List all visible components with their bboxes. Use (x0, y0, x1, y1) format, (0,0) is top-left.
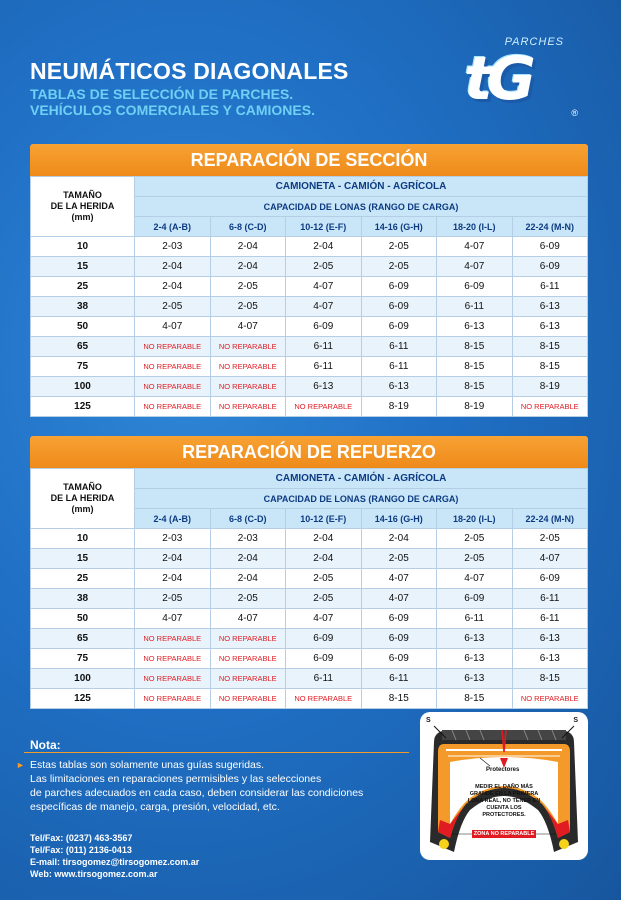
not-repairable-cell: NO REPARABLE (210, 669, 286, 689)
patch-cell: 2-04 (135, 277, 211, 297)
patch-cell: 6-09 (361, 649, 437, 669)
range-header: 14-16 (G-H) (361, 509, 437, 529)
patch-cell: 6-13 (286, 377, 362, 397)
not-repairable-cell: NO REPARABLE (286, 689, 362, 709)
tire-diagram (420, 712, 588, 860)
range-header: 6-8 (C-D) (210, 217, 286, 237)
patch-cell: 6-09 (361, 277, 437, 297)
patch-cell: 6-13 (512, 629, 588, 649)
not-repairable-cell: NO REPARABLE (135, 397, 211, 417)
patch-cell: 6-09 (286, 629, 362, 649)
seccion-table (30, 176, 588, 417)
not-repairable-cell: NO REPARABLE (210, 689, 286, 709)
patch-cell: 6-11 (286, 357, 362, 377)
patch-cell: 2-05 (286, 589, 362, 609)
patch-cell: 6-09 (361, 317, 437, 337)
patch-cell: 2-04 (210, 237, 286, 257)
brand-text: PARCHES (504, 36, 564, 48)
brand-logo (464, 36, 592, 122)
patch-cell: 6-09 (437, 589, 513, 609)
contact-web: Web: www.tirsogomez.com.ar (30, 869, 158, 879)
patch-cell: 2-04 (286, 529, 362, 549)
range-header: 2-4 (A-B) (135, 509, 211, 529)
wound-size-cell: 38 (31, 297, 135, 317)
patch-cell: 6-09 (512, 257, 588, 277)
capacity-header: CAPACIDAD DE LONAS (RANGO DE CARGA) (135, 489, 588, 509)
table-row (31, 337, 588, 357)
patch-cell: 6-13 (437, 649, 513, 669)
label-s-left: S (426, 717, 431, 724)
patch-cell: 4-07 (286, 609, 362, 629)
label-s-right: S (573, 717, 578, 724)
seccion-title: REPARACIÓN DE SECCIÓN (30, 144, 588, 176)
not-repairable-cell: NO REPARABLE (135, 357, 211, 377)
patch-cell: 6-11 (437, 297, 513, 317)
patch-cell: 6-13 (437, 629, 513, 649)
patch-cell: 8-15 (437, 357, 513, 377)
contact-phone-1: Tel/Fax: (0237) 463-3567 (30, 833, 133, 843)
wound-size-cell: 25 (31, 277, 135, 297)
refuerzo-table (30, 468, 588, 709)
patch-cell: 2-05 (361, 549, 437, 569)
not-repairable-cell: NO REPARABLE (135, 689, 211, 709)
patch-cell: 6-11 (286, 669, 362, 689)
table-row (31, 629, 588, 649)
patch-cell: 4-07 (210, 609, 286, 629)
diagram-note-line: PROTECTORES. (482, 812, 526, 818)
table-row (31, 297, 588, 317)
label-zona-no-reparable: ZONA NO REPARABLE (473, 831, 535, 837)
nota-line: específicas de manejo, carga, presión, velocidad, etc. (30, 801, 280, 813)
group-header: CAMIONETA - CAMIÓN - AGRÍCOLA (135, 469, 588, 489)
wound-size-cell: 100 (31, 669, 135, 689)
size-header-line: DE LA HERIDA (50, 201, 115, 211)
not-repairable-cell: NO REPARABLE (512, 397, 588, 417)
table-row (31, 377, 588, 397)
patch-cell: 6-13 (512, 649, 588, 669)
patch-cell: 6-11 (437, 609, 513, 629)
wound-size-cell: 125 (31, 689, 135, 709)
wound-size-cell: 50 (31, 609, 135, 629)
patch-cell: 8-19 (437, 397, 513, 417)
not-repairable-cell: NO REPARABLE (210, 377, 286, 397)
patch-cell: 4-07 (437, 237, 513, 257)
patch-cell: 6-13 (361, 377, 437, 397)
patch-cell: 8-19 (512, 377, 588, 397)
wound-size-cell: 10 (31, 529, 135, 549)
patch-cell: 2-05 (210, 297, 286, 317)
contact-info (30, 832, 199, 880)
patch-cell: 2-05 (210, 589, 286, 609)
patch-cell: 6-13 (437, 317, 513, 337)
patch-cell: 6-11 (512, 609, 588, 629)
refuerzo-section (30, 436, 588, 709)
table-row (31, 277, 588, 297)
wound-size-cell: 50 (31, 317, 135, 337)
patch-cell: 8-15 (361, 689, 437, 709)
patch-cell: 6-09 (361, 297, 437, 317)
table-row (31, 257, 588, 277)
refuerzo-table-body (31, 529, 588, 709)
patch-cell: 6-13 (437, 669, 513, 689)
patch-cell: 2-05 (135, 297, 211, 317)
patch-cell: 2-03 (135, 529, 211, 549)
group-header: CAMIONETA - CAMIÓN - AGRÍCOLA (135, 177, 588, 197)
nota-line: Estas tablas son solamente unas guías sugeridas. (30, 759, 265, 771)
wound-size-cell: 15 (31, 257, 135, 277)
patch-cell: 2-05 (286, 569, 362, 589)
nota-title: Nota: (30, 738, 61, 752)
wound-size-cell: 75 (31, 649, 135, 669)
patch-cell: 4-07 (437, 257, 513, 277)
table-row (31, 397, 588, 417)
not-repairable-cell: NO REPARABLE (210, 629, 286, 649)
table-row (31, 589, 588, 609)
wound-size-cell: 100 (31, 377, 135, 397)
not-repairable-cell: NO REPARABLE (512, 689, 588, 709)
patch-cell: 2-04 (135, 569, 211, 589)
patch-cell: 4-07 (361, 569, 437, 589)
diagram-note-line: LONA REAL, NO TENER EN (467, 798, 541, 804)
table-row (31, 317, 588, 337)
seccion-table-body (31, 237, 588, 417)
registered-icon: ® (571, 108, 578, 118)
patch-cell: 2-05 (437, 529, 513, 549)
patch-cell: 2-04 (210, 257, 286, 277)
table-row (31, 549, 588, 569)
range-header: 6-8 (C-D) (210, 509, 286, 529)
patch-cell: 8-15 (512, 337, 588, 357)
not-repairable-cell: NO REPARABLE (135, 337, 211, 357)
seccion-section (30, 144, 588, 417)
diagram-note-line: CUENTA LOS (486, 805, 522, 811)
page-title: NEUMÁTICOS DIAGONALES (30, 58, 349, 84)
patch-cell: 2-04 (210, 569, 286, 589)
table-row (31, 237, 588, 257)
patch-cell: 2-04 (361, 529, 437, 549)
arrow-bullet-icon: ► (16, 760, 25, 770)
diagram-note (462, 784, 546, 819)
label-protectores: Protectores (486, 767, 520, 773)
not-repairable-cell: NO REPARABLE (135, 629, 211, 649)
not-repairable-cell: NO REPARABLE (135, 377, 211, 397)
patch-cell: 2-03 (135, 237, 211, 257)
brand-logo-mark: tG (464, 44, 530, 114)
patch-cell: 2-04 (286, 549, 362, 569)
table-row (31, 529, 588, 549)
patch-cell: 6-09 (286, 317, 362, 337)
size-header-line: DE LA HERIDA (50, 493, 115, 503)
patch-cell: 4-07 (512, 549, 588, 569)
range-header: 2-4 (A-B) (135, 217, 211, 237)
table-row (31, 569, 588, 589)
patch-cell: 6-09 (361, 629, 437, 649)
patch-cell: 2-04 (135, 549, 211, 569)
patch-cell: 2-05 (361, 257, 437, 277)
range-header: 10-12 (E-F) (286, 217, 362, 237)
patch-cell: 2-04 (210, 549, 286, 569)
contact-phone-2: Tel/Fax: (011) 2136-0413 (30, 845, 132, 855)
wound-size-cell: 125 (31, 397, 135, 417)
patch-cell: 2-04 (135, 257, 211, 277)
wound-size-cell: 15 (31, 549, 135, 569)
not-repairable-cell: NO REPARABLE (210, 337, 286, 357)
nota-text (30, 758, 400, 814)
range-header: 14-16 (G-H) (361, 217, 437, 237)
not-repairable-cell: NO REPARABLE (210, 357, 286, 377)
page-subtitle (30, 86, 315, 118)
wound-size-cell: 65 (31, 629, 135, 649)
patch-cell: 4-07 (286, 297, 362, 317)
patch-cell: 4-07 (437, 569, 513, 589)
patch-cell: 2-05 (437, 549, 513, 569)
contact-email: E-mail: tirsogomez@tirsogomez.com.ar (30, 857, 200, 867)
wound-size-cell: 38 (31, 589, 135, 609)
not-repairable-cell: NO REPARABLE (286, 397, 362, 417)
wound-size-cell: 10 (31, 237, 135, 257)
table-row (31, 689, 588, 709)
subtitle-line-2: VEHÍCULOS COMERCIALES Y CAMIONES. (30, 102, 315, 118)
patch-cell: 6-09 (512, 237, 588, 257)
patch-cell: 6-11 (361, 357, 437, 377)
size-header-line: (mm) (71, 504, 94, 514)
patch-cell: 2-05 (210, 277, 286, 297)
patch-cell: 2-05 (286, 257, 362, 277)
table-row (31, 609, 588, 629)
not-repairable-cell: NO REPARABLE (210, 397, 286, 417)
subtitle-line-1: TABLAS DE SELECCIÓN DE PARCHES. (30, 86, 294, 102)
patch-cell: 6-11 (512, 277, 588, 297)
size-header (31, 469, 135, 529)
table-row (31, 649, 588, 669)
patch-cell: 6-09 (286, 649, 362, 669)
not-repairable-cell: NO REPARABLE (210, 649, 286, 669)
patch-cell: 8-15 (437, 337, 513, 357)
wound-size-cell: 75 (31, 357, 135, 377)
patch-cell: 6-09 (361, 609, 437, 629)
patch-cell: 4-07 (210, 317, 286, 337)
wound-size-cell: 25 (31, 569, 135, 589)
size-header (31, 177, 135, 237)
refuerzo-title: REPARACIÓN DE REFUERZO (30, 436, 588, 468)
patch-cell: 4-07 (361, 589, 437, 609)
patch-cell: 2-04 (286, 237, 362, 257)
range-header: 18-20 (I-L) (437, 509, 513, 529)
patch-cell: 6-11 (361, 669, 437, 689)
patch-cell: 8-15 (437, 377, 513, 397)
not-repairable-cell: NO REPARABLE (135, 669, 211, 689)
patch-cell: 2-03 (210, 529, 286, 549)
patch-cell: 6-13 (512, 297, 588, 317)
patch-cell: 8-19 (361, 397, 437, 417)
nota-line: de parches adecuados en cada caso, deben considerar las condiciones (30, 787, 364, 799)
wound-size-cell: 65 (31, 337, 135, 357)
not-repairable-cell: NO REPARABLE (135, 649, 211, 669)
table-row (31, 357, 588, 377)
diagram-note-line: MEDIR EL DAÑO MÁS (475, 784, 533, 790)
patch-cell: 8-15 (512, 669, 588, 689)
size-header-line: TAMAÑO (63, 482, 102, 492)
diagram-note-line: GRANDE EN LA PRIMERA (469, 791, 539, 797)
capacity-header: CAPACIDAD DE LONAS (RANGO DE CARGA) (135, 197, 588, 217)
range-header: 22-24 (M-N) (512, 509, 588, 529)
patch-cell: 6-11 (361, 337, 437, 357)
patch-cell: 6-13 (512, 317, 588, 337)
table-row (31, 669, 588, 689)
range-header: 22-24 (M-N) (512, 217, 588, 237)
patch-cell: 6-09 (512, 569, 588, 589)
nota-divider (24, 752, 409, 753)
patch-cell: 2-05 (135, 589, 211, 609)
patch-cell: 6-09 (437, 277, 513, 297)
size-header-line: TAMAÑO (63, 190, 102, 200)
patch-cell: 6-11 (286, 337, 362, 357)
patch-cell: 4-07 (135, 317, 211, 337)
range-header: 10-12 (E-F) (286, 509, 362, 529)
patch-cell: 4-07 (135, 609, 211, 629)
patch-cell: 8-15 (512, 357, 588, 377)
patch-cell: 6-11 (512, 589, 588, 609)
range-header: 18-20 (I-L) (437, 217, 513, 237)
patch-cell: 8-15 (437, 689, 513, 709)
patch-cell: 4-07 (286, 277, 362, 297)
patch-cell: 2-05 (512, 529, 588, 549)
patch-cell: 2-05 (361, 237, 437, 257)
nota-line: Las limitaciones en reparaciones permisibles y las selecciones (30, 773, 322, 785)
size-header-line: (mm) (71, 212, 94, 222)
